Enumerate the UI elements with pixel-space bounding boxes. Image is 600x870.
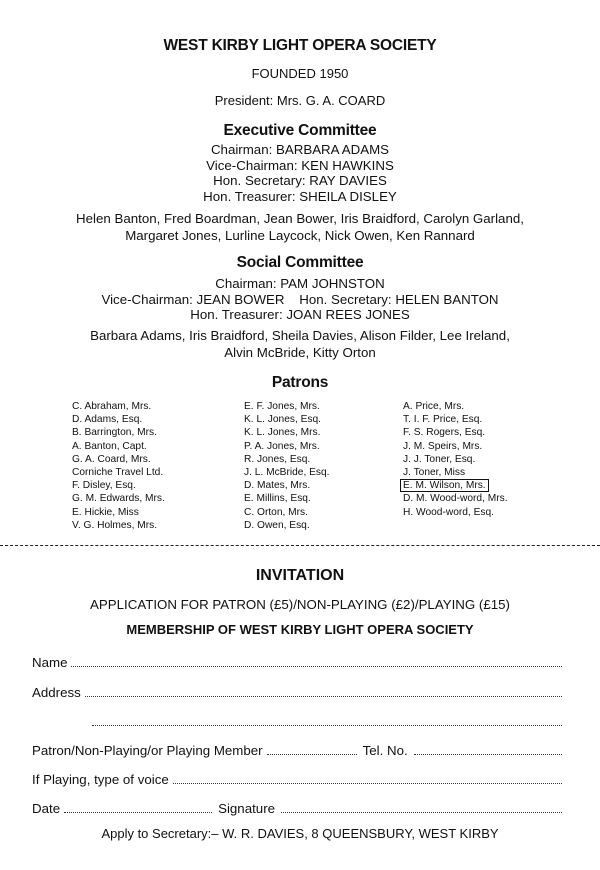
- patrons-heading: Patrons: [271, 374, 329, 391]
- executive-treasurer: Hon. Treasurer: SHEILA DISLEY: [203, 188, 397, 204]
- application-fees-line: APPLICATION FOR PATRON (£5)/NON-PLAYING (£2)/PLAYING (£15): [90, 597, 510, 612]
- social-members: [0, 327, 600, 361]
- address-label: Address: [32, 685, 81, 700]
- patron-name-boxed: E. M. Wilson, Mrs.: [400, 479, 489, 492]
- patron-name: C. Abraham, Mrs.: [72, 401, 152, 412]
- patron-name: E. Hickie, Miss: [72, 506, 139, 518]
- date-label: Date: [32, 801, 61, 816]
- executive-chairman: Chairman: BARBARA ADAMS: [210, 142, 390, 157]
- executive-members-line: Margaret Jones, Lurline Laycock, Nick Owen, Ken Rannard: [125, 228, 475, 243]
- signature-label: Signature: [218, 801, 276, 816]
- signature-field[interactable]: [281, 801, 562, 813]
- patrons-column-2: [244, 400, 330, 532]
- social-members-line: Alvin McBride, Kitty Orton: [224, 345, 376, 360]
- patron-name: J. J. Toner, Esq.: [403, 453, 476, 465]
- patron-name: K. L. Jones, Mrs.: [244, 427, 321, 439]
- membership-line: MEMBERSHIP OF WEST KIRBY LIGHT OPERA SOCIETY: [126, 622, 474, 637]
- executive-vice-chairman: Vice-Chairman: KEN HAWKINS: [206, 157, 394, 173]
- patron-name: R. Jones, Esq.: [244, 453, 311, 465]
- patron-name: D. Owen, Esq.: [244, 519, 310, 531]
- patron-name: D. Mates, Mrs.: [244, 480, 311, 492]
- executive-members: [0, 210, 600, 244]
- address-field[interactable]: [85, 685, 562, 697]
- voice-label: If Playing, type of voice: [32, 772, 169, 787]
- name-label: Name: [32, 655, 68, 670]
- patrons-column-1: [72, 400, 165, 532]
- tel-label: Tel. No.: [362, 743, 408, 758]
- address-row-2: [92, 714, 562, 726]
- address-field-line-2[interactable]: [92, 714, 562, 726]
- executive-members-line: Helen Banton, Fred Boardman, Jean Bower, Iris Braidford, Carolyn Garland,: [76, 211, 524, 226]
- invitation-heading: INVITATION: [255, 567, 345, 584]
- patron-name: E. F. Jones, Mrs.: [244, 401, 320, 412]
- secretary-address-footer: Apply to Secretary:– W. R. DAVIES, 8 QUEENSBURY, WEST KIRBY: [101, 826, 499, 841]
- social-vice-chairman-secretary: Vice-Chairman: JEAN BOWER Hon. Secretary: HELEN BANTON: [101, 291, 499, 307]
- patron-name: V. G. Holmes, Mrs.: [72, 519, 158, 531]
- address-row: [32, 685, 562, 700]
- executive-officers: [0, 142, 600, 204]
- voice-row: [32, 772, 562, 787]
- patron-name: A. Price, Mrs.: [403, 401, 465, 412]
- patron-name: E. Millins, Esq.: [244, 493, 311, 505]
- name-field[interactable]: [71, 655, 562, 667]
- patron-name: K. L. Jones, Esq.: [244, 414, 322, 426]
- patron-name: B. Barrington, Mrs.: [72, 427, 157, 439]
- executive-committee-heading: Executive Committee: [223, 122, 377, 139]
- patron-name: F. Disley, Esq.: [72, 480, 136, 492]
- social-chairman: Chairman: PAM JOHNSTON: [215, 276, 385, 291]
- patron-name: Corniche Travel Ltd.: [72, 467, 164, 479]
- cut-line-divider: [0, 545, 600, 546]
- member-type-field[interactable]: [267, 743, 357, 755]
- patron-name: J. L. McBride, Esq.: [244, 467, 330, 479]
- patrons-column-3: [403, 400, 508, 519]
- patron-name: C. Orton, Mrs.: [244, 506, 308, 518]
- social-committee-heading: Social Committee: [236, 254, 364, 271]
- patron-name: A. Banton, Capt.: [72, 440, 147, 452]
- executive-secretary: Hon. Secretary: RAY DAVIES: [213, 173, 387, 189]
- patron-name: T. I. F. Price, Esq.: [403, 414, 483, 426]
- voice-field[interactable]: [173, 772, 562, 784]
- social-treasurer: Hon. Treasurer: JOAN REES JONES: [190, 307, 410, 323]
- social-members-line: Barbara Adams, Iris Braidford, Sheila Davies, Alison Filder, Lee Ireland,: [90, 328, 510, 343]
- patron-name: J. M. Speirs, Mrs.: [403, 440, 483, 452]
- social-officers: [0, 276, 600, 323]
- name-row: [32, 655, 562, 670]
- member-type-label: Patron/Non-Playing/or Playing Member: [32, 743, 263, 758]
- patron-name: J. Toner, Miss: [403, 467, 466, 479]
- patron-name: H. Wood-word, Esq.: [403, 506, 494, 518]
- member-type-row: [32, 743, 562, 758]
- patron-name: G. M. Edwards, Mrs.: [72, 493, 165, 505]
- patron-name: F. S. Rogers, Esq.: [403, 427, 486, 439]
- patron-name: D. Adams, Esq.: [72, 414, 143, 426]
- society-title: WEST KIRBY LIGHT OPERA SOCIETY: [163, 37, 437, 54]
- patron-name: D. M. Wood-word, Mrs.: [403, 493, 508, 505]
- date-field[interactable]: [64, 801, 212, 813]
- patron-name: P. A. Jones, Mrs.: [244, 440, 320, 452]
- date-signature-row: [32, 801, 562, 816]
- patron-name: G. A. Coard, Mrs.: [72, 453, 151, 465]
- tel-field[interactable]: [414, 743, 562, 755]
- president-line: President: Mrs. G. A. COARD: [214, 93, 386, 108]
- founded-year: FOUNDED 1950: [251, 66, 349, 81]
